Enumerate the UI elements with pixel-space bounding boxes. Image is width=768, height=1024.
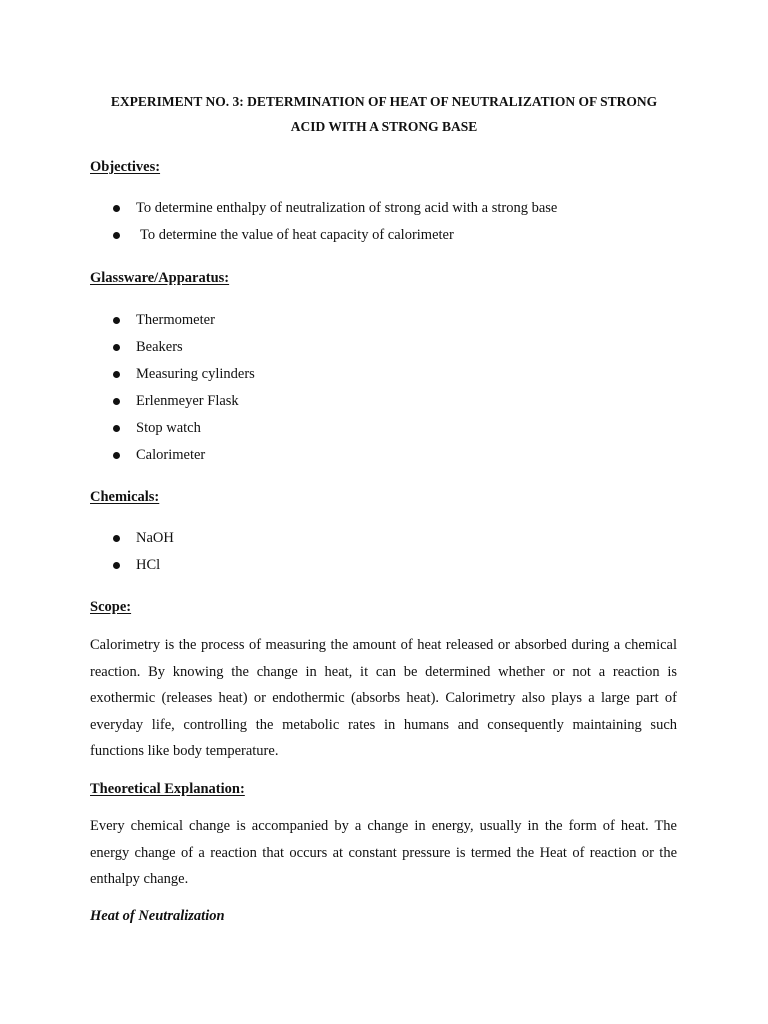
bullet-icon [113,398,120,405]
chemicals-list [110,528,174,582]
bullet-icon [113,344,120,351]
list-item [110,225,557,252]
paragraph-line: enthalpy change. [90,871,189,887]
document-title-line-2: ACID WITH A STRONG BASE [290,119,478,134]
objective-text: To determine the value of heat capacity of calorimeter [140,227,454,243]
paragraph-line: exothermic (releases heat) or endothermic (absorbs heat). Calorimetry also plays a large part of [90,690,677,706]
glassware-list [110,310,255,472]
bullet-icon [113,452,120,459]
glassware-heading: Glassware/Apparatus: [90,270,230,286]
glassware-text: Measuring cylinders [136,366,255,382]
theory-paragraph [90,813,677,893]
list-item [110,364,255,391]
bullet-icon [113,205,120,212]
chemicals-heading: Chemicals: [90,489,160,505]
bullet-icon [113,425,120,432]
list-item [110,391,255,418]
glassware-text: Calorimeter [136,447,206,463]
list-item [110,337,255,364]
glassware-text: Beakers [136,339,183,355]
scope-heading: Scope: [90,599,132,615]
list-item [110,445,255,472]
bullet-icon [113,232,120,239]
glassware-text: Stop watch [136,420,201,436]
list-item [110,555,174,582]
objective-text: To determine enthalpy of neutralization of strong acid with a strong base [136,200,558,216]
glassware-text: Thermometer [136,312,215,328]
theory-heading: Theoretical Explanation: [90,781,245,797]
list-item [110,198,557,225]
bullet-icon [113,317,120,324]
objectives-list [110,198,557,252]
paragraph-line: everyday life, controlling the metabolic rates in humans and consequently maintaining such [90,716,677,733]
paragraph-line: energy change of a reaction that occurs at constant pressure is termed the Heat of reaction or the [90,844,677,861]
glassware-text: Erlenmeyer Flask [136,393,239,409]
paragraph-line: Every chemical change is accompanied by a change in energy, usually in the form of heat. The [90,818,677,834]
heat-of-neutralization-subheading: Heat of Neutralization [90,908,225,924]
list-item [110,528,174,555]
bullet-icon [113,371,120,378]
paragraph-line: functions like body temperature. [90,743,279,759]
chemical-text: HCl [136,557,161,573]
chemical-text: NaOH [136,530,174,546]
paragraph-line: Calorimetry is the process of measuring the amount of heat released or absorbed during a chemical [90,637,677,653]
bullet-icon [113,535,120,542]
list-item [110,310,255,337]
scope-paragraph [90,632,677,765]
bullet-icon [113,562,120,569]
objectives-heading: Objectives: [90,159,161,175]
list-item [110,418,255,445]
document-title-line-1: EXPERIMENT NO. 3: DETERMINATION OF HEAT OF NEUTRALIZATION OF STRONG [110,94,658,109]
paragraph-line: reaction. By knowing the change in heat, it can be determined whether or not a reaction is [90,663,677,680]
